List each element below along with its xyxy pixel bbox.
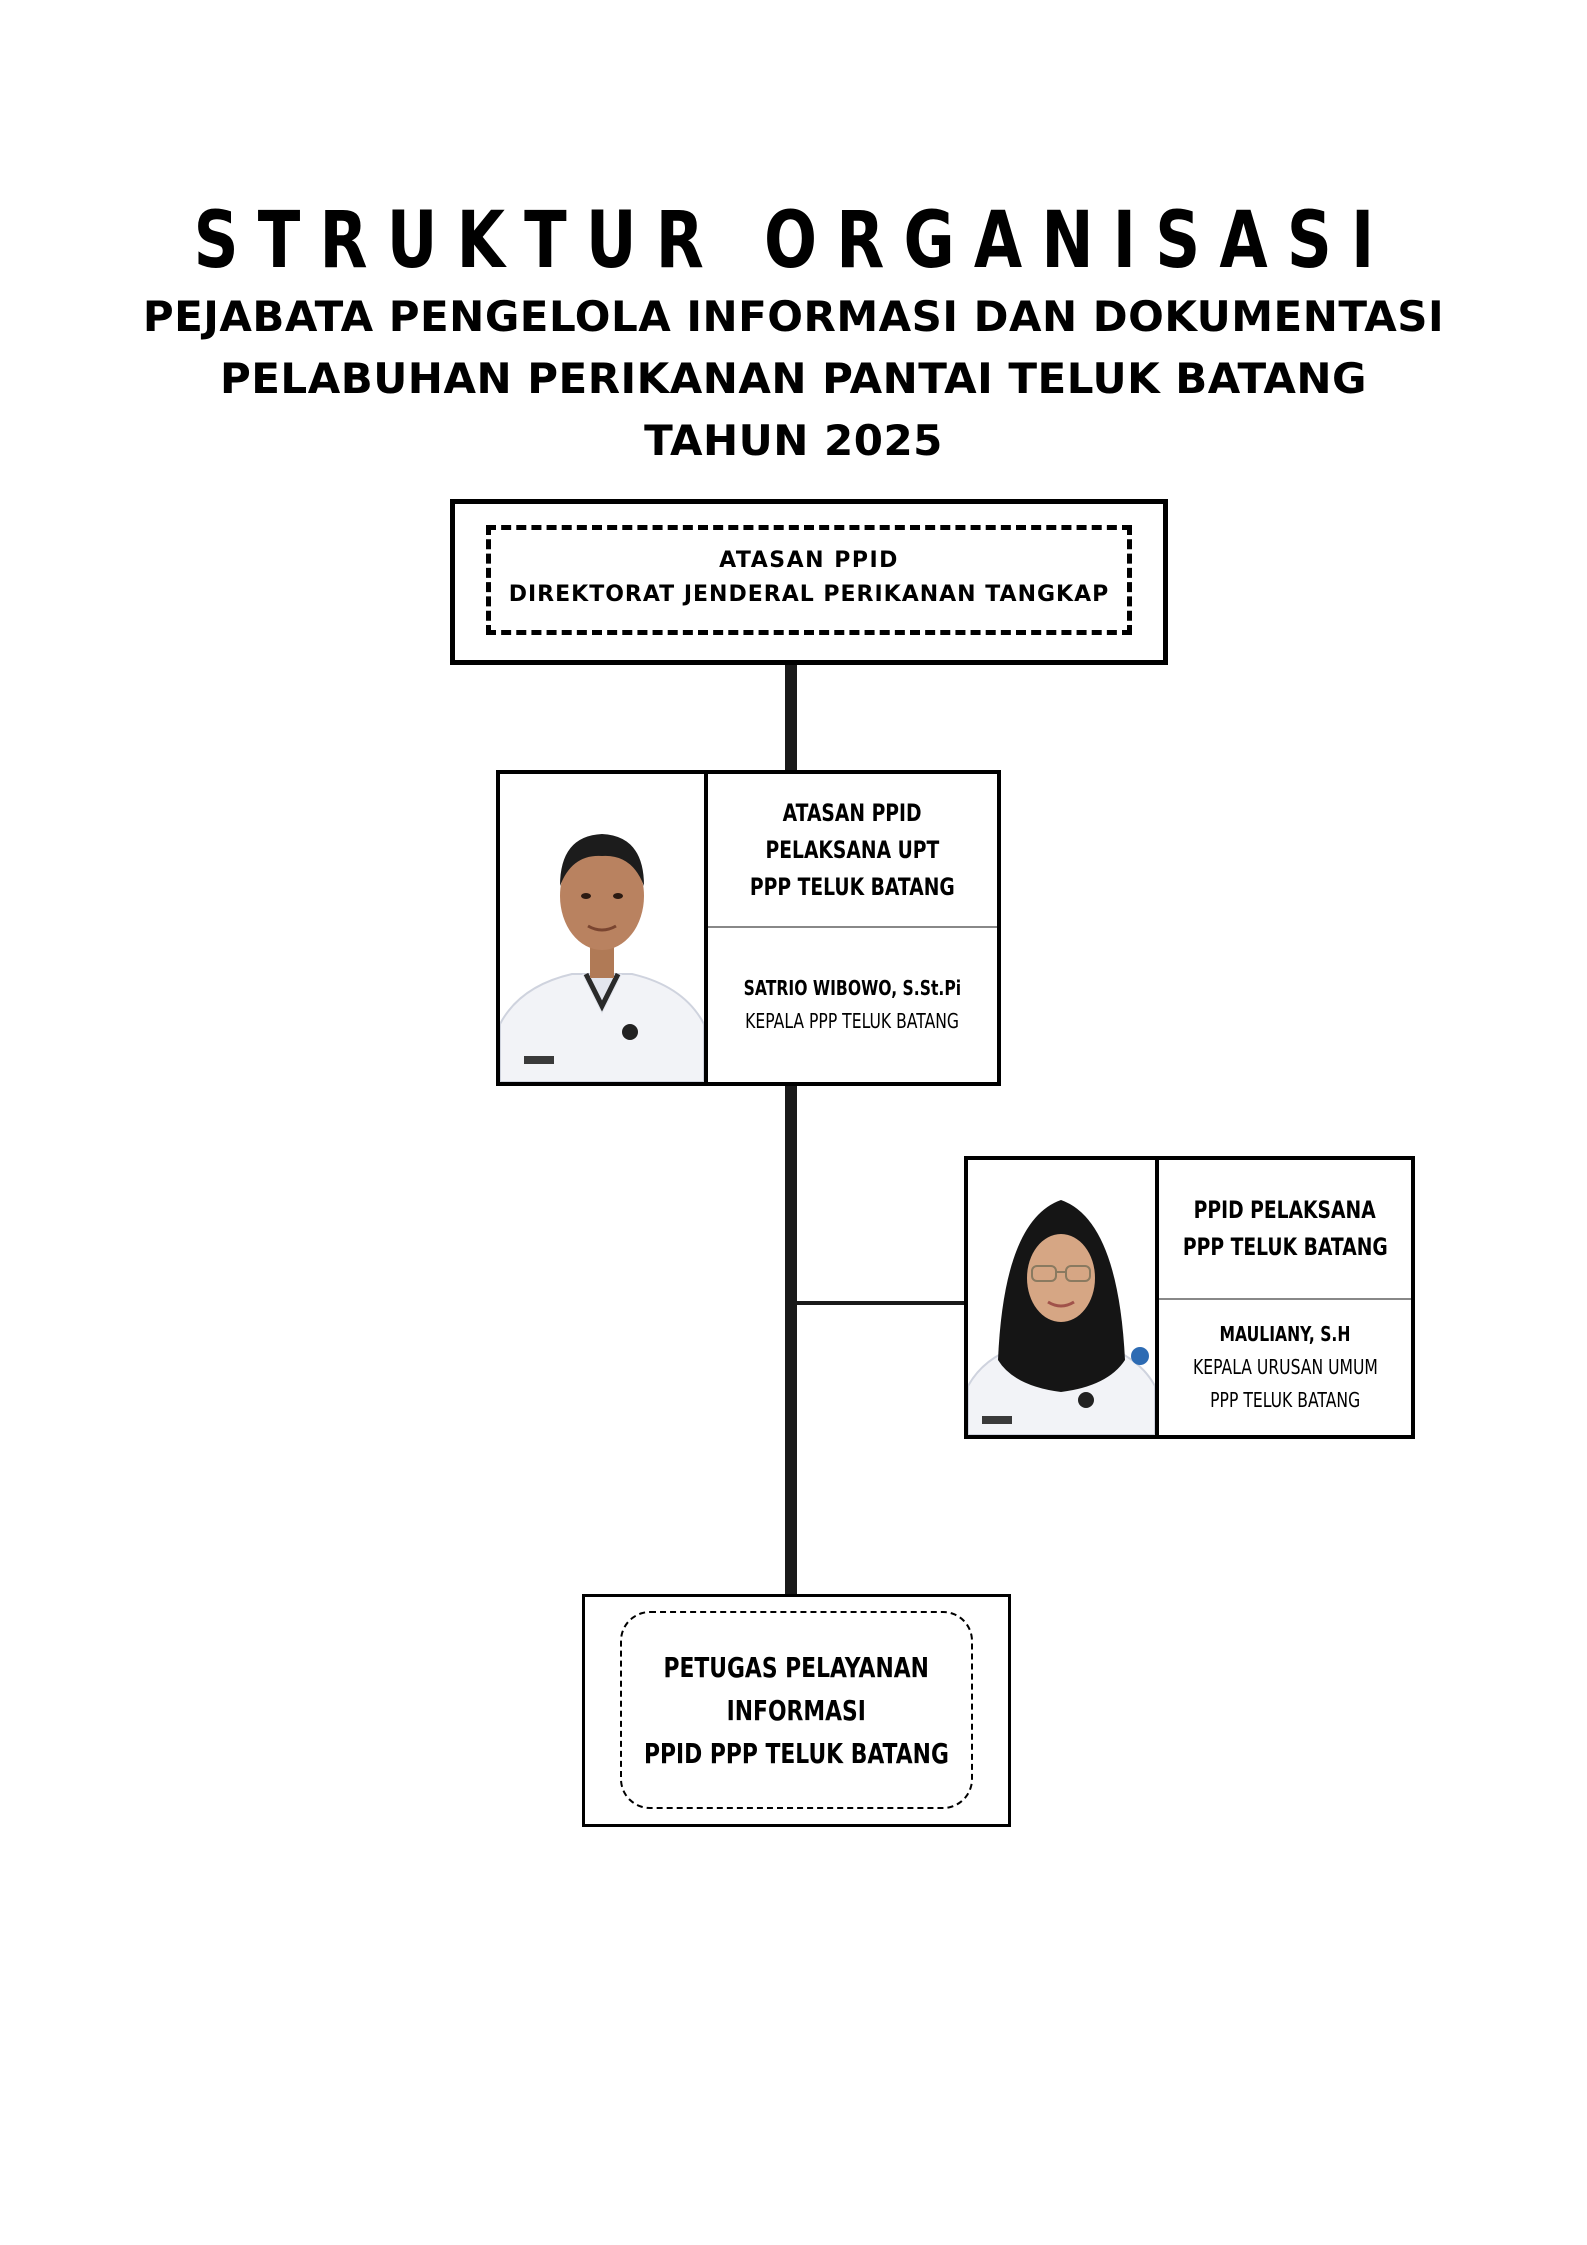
- role-line-3: PPP TELUK BATANG: [750, 872, 955, 901]
- subtitle-year: TAHUN 2025: [644, 416, 943, 465]
- node-ppid-pelaksana: [964, 1156, 1415, 1439]
- connector-top: [785, 664, 797, 774]
- node-atasan-ppid-pelaksana: [496, 770, 1001, 1086]
- bottom-line-2: INFORMASI: [726, 1693, 867, 1727]
- bottom-line-3: PPID PPP TELUK BATANG: [644, 1736, 949, 1770]
- node-role-cell: [708, 774, 997, 926]
- subtitle-line-2: PELABUHAN PERIKANAN PANTAI TELUK BATANG: [219, 354, 1368, 403]
- role-line-2: PELAKSANA UPT: [765, 835, 940, 864]
- dashed-frame: [620, 1611, 973, 1809]
- person-portrait-icon: [500, 774, 704, 1082]
- role-line-1: ATASAN PPID: [783, 798, 922, 827]
- node-petugas-pelayanan: [582, 1594, 1011, 1827]
- node-person-cell: [708, 928, 997, 1082]
- person-portrait-icon: [968, 1160, 1155, 1435]
- role-line-2: PPP TELUK BATANG: [1182, 1233, 1388, 1261]
- connector-main: [785, 1084, 797, 1602]
- connector-side: [797, 1301, 967, 1305]
- subtitle-line-1: PEJABATA PENGELOLA INFORMASI DAN DOKUMENTASI: [142, 292, 1445, 341]
- person-position-line-1: KEPALA URUSAN UMUM: [1192, 1355, 1378, 1379]
- person-position-line-2: PPP TELUK BATANG: [1209, 1388, 1360, 1412]
- bottom-line-1: PETUGAS PELAYANAN: [663, 1650, 930, 1684]
- photo-satrio-wibowo: [500, 774, 704, 1082]
- node-role-cell: [1159, 1160, 1411, 1298]
- person-position: KEPALA PPP TELUK BATANG: [745, 1009, 960, 1033]
- person-name: SATRIO WIBOWO, S.St.Pi: [743, 976, 962, 1000]
- chart-title: STRUKTUR ORGANISASI: [193, 196, 1394, 286]
- person-name: MAULIANY, S.H: [1219, 1322, 1351, 1346]
- node-person-cell: [1159, 1300, 1411, 1435]
- node-atasan-ppid-direktorat: [450, 499, 1168, 665]
- photo-mauliany: [968, 1160, 1155, 1435]
- dashed-frame: [486, 525, 1132, 635]
- role-line-1: PPID PELAKSANA: [1193, 1196, 1377, 1224]
- node-top-line1: ATASAN PPID: [719, 548, 899, 573]
- node-top-line2: DIREKTORAT JENDERAL PERIKANAN TANGKAP: [508, 582, 1110, 607]
